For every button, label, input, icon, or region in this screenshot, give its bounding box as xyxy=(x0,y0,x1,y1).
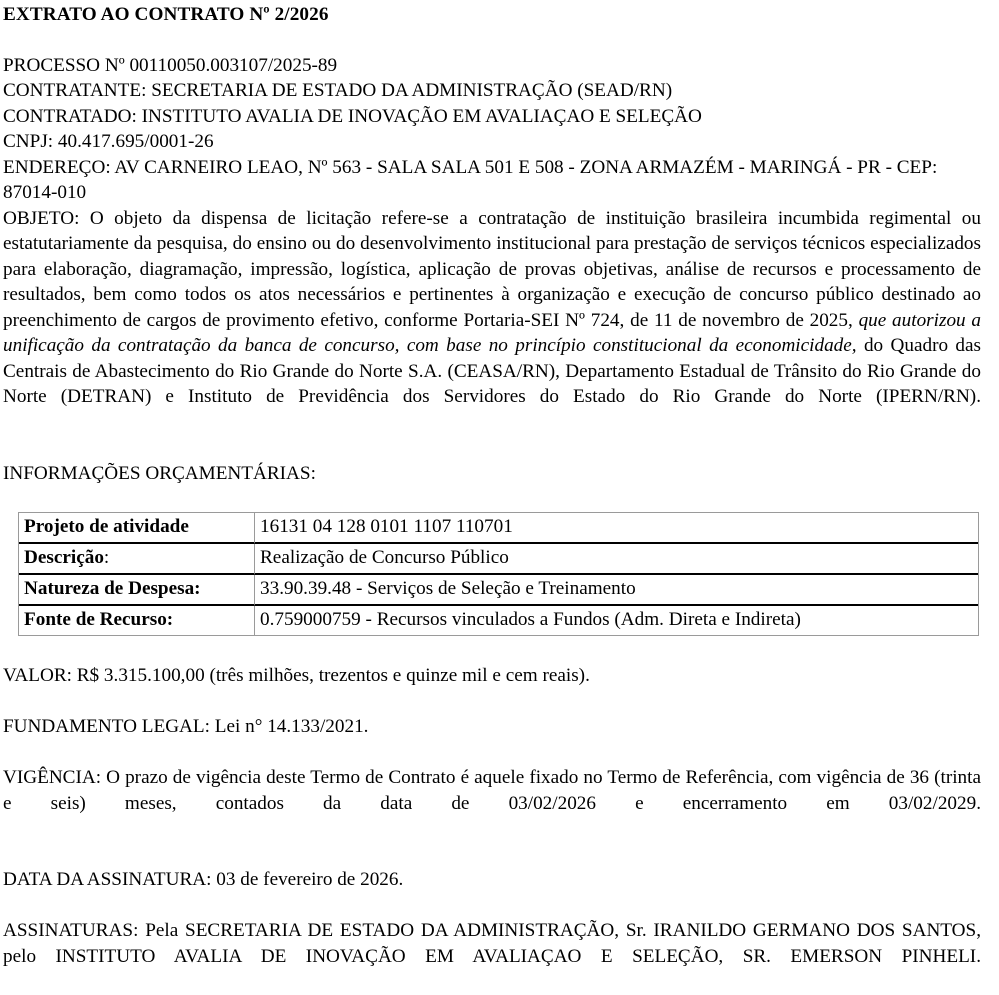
spacer-before-vigencia xyxy=(3,740,981,766)
objeto-text-part1: OBJETO: O objeto da dispensa de licitação refere-se a contratação de instituição brasileira incumbida regimental ou estatutariamente da pesquisa, do ensino ou do desenvolvimento institucional para prestação de serviços técnicos especializados para elaboração, diagramação, impressão, logística, aplicação de provas objetivas, análise de recursos e processamento de resultados, bem como todos os atos necessários e pertinentes à organização e execução de concurso público destinado ao preenchimento de cargos de provimento efetivo, conforme Portaria-SEI Nº 724, de 11 de novembro de 2025, xyxy=(3,207,981,331)
table-row xyxy=(19,575,978,606)
budget-table-wrapper xyxy=(3,512,981,636)
label-suffix: : xyxy=(103,547,110,568)
label-text: Projeto de atividade xyxy=(24,516,189,537)
objeto-text-part2: do Quadro das Centrais de Abastecimento do Rio Grande do Norte S.A. (CEASA/RN), Departamento Estadual de Trânsito do Rio Grande do Norte (DETRAN) e Instituto de Previdência dos Servidores do Estado do Rio Grande do Norte (IPERN/RN). xyxy=(3,335,981,407)
objeto-paragraph xyxy=(3,206,981,436)
table-row xyxy=(19,544,978,575)
table-cell-value: 33.90.39.48 - Serviços de Seleção e Treinamento xyxy=(255,575,978,606)
spacer-before-fundamento xyxy=(3,689,981,715)
spacer-before-data-assinatura xyxy=(3,842,981,868)
table-cell-value: 0.759000759 - Recursos vinculados a Fundos (Adm. Direta e Indireta) xyxy=(260,609,801,630)
header-line-endereco: ENDEREÇO: AV CARNEIRO LEAO, Nº 563 - SALA SALA 501 E 508 - ZONA ARMAZÉM - MARINGÁ - PR - CEP: 87014-010 xyxy=(3,156,943,203)
informacoes-orcamentarias-heading: INFORMAÇÕES ORÇAMENTÁRIAS: xyxy=(3,462,316,484)
table-cell-label xyxy=(19,575,255,606)
table-cell-value: 16131 04 128 0101 1107 110701 xyxy=(255,513,978,544)
table-cell-label xyxy=(19,513,255,544)
label-text: Natureza de Despesa: xyxy=(24,578,201,599)
spacer-before-informacoes xyxy=(3,435,981,461)
budget-table xyxy=(18,512,979,636)
label-text: Descrição xyxy=(24,547,104,568)
objeto-text-italic: que autorizou a unificação da contratação da banca de concurso, com base no princípio constitucional da economicidade, xyxy=(3,309,982,356)
header-line-contratante: CONTRATANTE: SECRETARIA DE ESTADO DA ADMINISTRAÇÃO (SEAD/RN) xyxy=(3,80,673,101)
table-row xyxy=(19,606,978,635)
vigencia-paragraph: VIGÊNCIA: O prazo de vigência deste Termo de Contrato é aquele fixado no Termo de Referência, com vigência de 36 (trinta e seis) meses, contados da data de 03/02/2026 e encerramento em 03/02/2029. xyxy=(3,767,981,814)
table-row xyxy=(19,513,978,544)
table-cell-label xyxy=(19,606,255,635)
header-line-processo: PROCESSO Nº 00110050.003107/2025-89 xyxy=(3,54,338,76)
fundamento-legal-line: FUNDAMENTO LEGAL: Lei n° 14.133/2021. xyxy=(3,716,369,737)
table-cell-label xyxy=(19,544,255,575)
header-line-contratado: CONTRATADO: INSTITUTO AVALIA DE INOVAÇÃO EM AVALIAÇAO E SELEÇÃO xyxy=(3,105,702,127)
contract-header-block xyxy=(3,53,981,206)
label-text: Fonte de Recurso: xyxy=(24,609,174,630)
header-line-cnpj: CNPJ: 40.417.695/0001-26 xyxy=(3,131,214,152)
assinaturas-paragraph: ASSINATURAS: Pela SECRETARIA DE ESTADO DA ADMINISTRAÇÃO, Sr. IRANILDO GERMANO DOS SANTOS, pelo INSTITUTO AVALIA DE INOVAÇÃO EM AVALIAÇAO E SELEÇÃO, SR. EMERSON PINHELI. xyxy=(3,920,981,967)
valor-line: VALOR: R$ 3.315.100,00 (três milhões, trezentos e quinze mil e cem reais). xyxy=(3,665,590,686)
document-body xyxy=(3,2,981,995)
document-title: EXTRATO AO CONTRATO Nº 2/2026 xyxy=(3,4,329,25)
spacer-before-assinaturas xyxy=(3,893,981,919)
data-assinatura-line: DATA DA ASSINATURA: 03 de fevereiro de 2026. xyxy=(3,869,404,890)
table-cell-value: Realização de Concurso Público xyxy=(255,544,978,575)
